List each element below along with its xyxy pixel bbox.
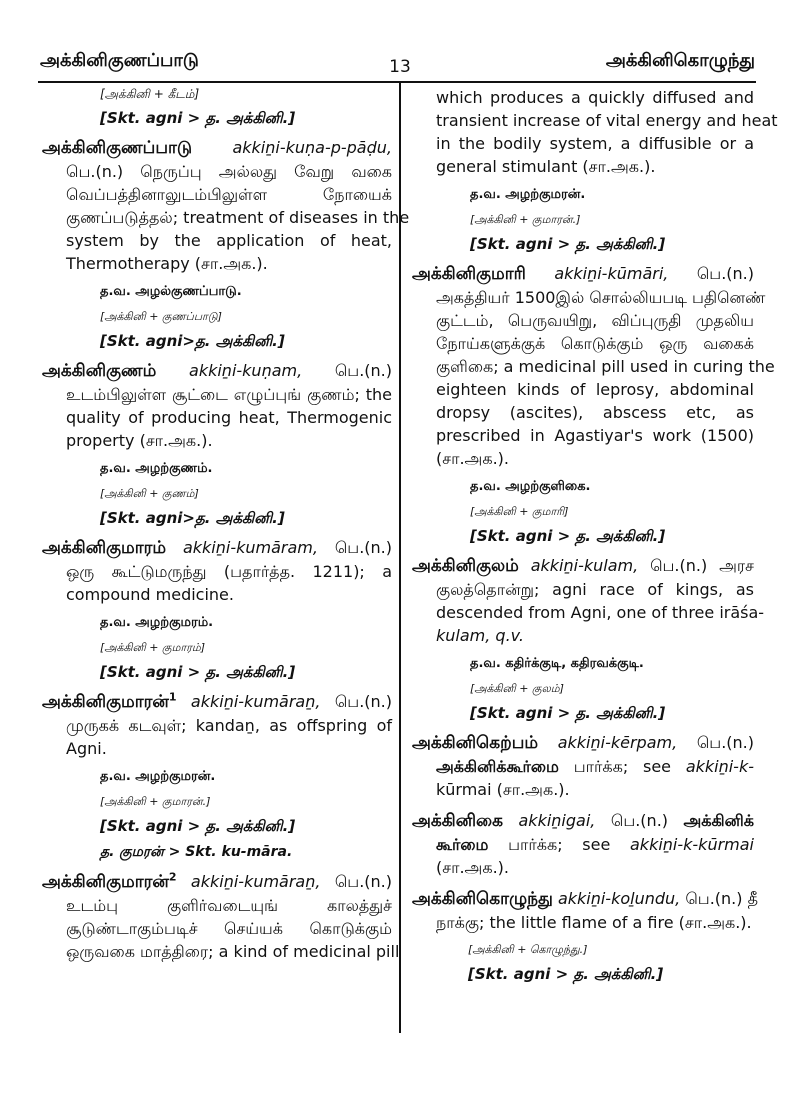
definition-line: (சா.அக.).	[436, 858, 509, 877]
transliteration: akkiṉi-kumāraṉ,	[190, 692, 321, 711]
definition-line: ஒரு கூட்டுமருந்து (பதார்த்த. 1211); a	[66, 562, 392, 581]
definition-line: eighteen kinds of leprosy, abdominal	[436, 380, 754, 399]
definition-line: kulam, q.v.	[436, 626, 524, 645]
right-column	[412, 86, 778, 984]
part-of-speech: பெ.(n.)	[334, 361, 392, 380]
part-of-speech: பெ.(n.) தீ	[685, 889, 759, 908]
entry-akkini-kunam	[42, 359, 392, 528]
entry-first-line	[412, 731, 754, 755]
entry-first-line	[412, 887, 759, 911]
etymology-line: [அக்கினி + குமாரன்.]	[100, 795, 211, 808]
transliteration: akkiṉi-kulam,	[530, 556, 639, 575]
entry-first-line	[412, 554, 754, 578]
definition-line: in the bodily system, a diffusible or a	[436, 134, 754, 153]
sanskrit-line: [Skt. agni > த. அக்கினி.]	[470, 704, 666, 722]
see-text: பார்க்க; see	[573, 757, 672, 776]
sanskrit-line: [Skt. agni > த. அக்கினி.]	[468, 965, 664, 983]
etymology-line: [அக்கினி + குலம்]	[470, 682, 564, 695]
headword: அக்கினிகுமாரம்	[42, 538, 167, 558]
headword: அக்கினிகுலம்	[412, 556, 519, 576]
entry-akkini-kozhundu	[412, 887, 759, 984]
definition-line: முருகக் கடவுள்; kandaṉ, as offspring of	[66, 716, 392, 735]
page-number: 13	[389, 57, 411, 77]
definition-line: குளிகை; a medicinal pill used in curing the	[436, 357, 775, 376]
entry-first-line	[42, 870, 392, 894]
transliteration: akkiṉi-kumāram,	[182, 538, 318, 557]
definition-line: dropsy (ascites), abscess etc, as	[436, 403, 754, 422]
transliteration: akkiṉi-kuṇam,	[189, 361, 303, 380]
entry-akkini-kumaram	[42, 536, 392, 682]
see-text: பார்க்க; see	[508, 835, 611, 854]
tamil-word-line: த.வ. அழற்குமரன்.	[470, 187, 586, 202]
entry-akkini-kumari	[412, 262, 775, 546]
sanskrit-line: [Skt. agni > த. அக்கினி.]	[100, 817, 296, 835]
definition-line: general stimulant (சா.அக.).	[436, 157, 656, 176]
entry-akkini-kerpam	[412, 731, 754, 801]
tamil-word-line: த.வ. அழற்குமரன்.	[100, 769, 216, 784]
definition-line: உடம்பு குளிர்வடையுங் காலத்துச்	[66, 896, 392, 915]
entry-continuation	[412, 86, 778, 254]
part-of-speech: பெ.(n.)	[696, 264, 754, 283]
entry-first-line	[42, 136, 392, 160]
derivation-line: த. குமரன் > Skt. ku-māra.	[100, 844, 293, 860]
etymology-line: [அக்கினி + கீடம்]	[100, 87, 200, 101]
definition-line: ஒருவகை மாத்திரை; a kind of medicinal pill	[66, 942, 400, 961]
definition-line: நோய்களுக்குக் கொடுக்கும் ஒரு வகைக்	[436, 334, 754, 353]
cross-reference: அக்கினிக்	[683, 811, 755, 830]
headword: அக்கினிகொழுந்து	[412, 889, 553, 909]
cross-reference: அக்கினிக்கூர்மை	[436, 757, 559, 776]
entry-first-line	[412, 262, 754, 286]
headword: அக்கினிகுமாரன்	[42, 692, 169, 712]
definition-line: compound medicine.	[66, 585, 234, 604]
cross-reference-translit: akkiṉi-k-kūrmai	[630, 835, 754, 854]
part-of-speech: பெ.(n.)	[610, 811, 669, 830]
part-of-speech: பெ.(n.)	[334, 538, 392, 557]
running-head-right: அக்கினிகொழுந்து	[605, 50, 755, 71]
sanskrit-line: [Skt. agni > த. அக்கினி.]	[100, 663, 296, 681]
sanskrit-line: [Skt. agni > த. அக்கினி.]	[470, 527, 666, 545]
header-rule	[38, 81, 756, 83]
transliteration: akkiṉi-koḻundu,	[557, 889, 681, 908]
definition-line: Thermotherapy (சா.அக.).	[66, 254, 268, 273]
definition-line: Agni.	[66, 739, 107, 758]
definition-line: குட்டம், பெருவயிறு, விப்புருதி முதலிய	[436, 311, 754, 330]
part-of-speech: பெ.(n.)	[334, 872, 392, 891]
transliteration: akkiṉi-kumāraṉ,	[190, 872, 321, 891]
cross-reference: கூர்மை	[436, 835, 489, 854]
headword: அக்கினிகுமாரி	[412, 264, 526, 284]
etymology-line: [அக்கினி + குமாரன்.]	[470, 213, 581, 226]
entry-akkini-kunappadu	[42, 136, 410, 351]
etymology-line: [அக்கினி + கொழுந்து.]	[468, 943, 588, 956]
definition-line: (சா.அக.).	[436, 449, 509, 468]
sanskrit-line: [Skt. agni > த. அக்கினி.]	[100, 109, 296, 127]
etymology-line: [அக்கினி + குமாரம்]	[100, 641, 206, 654]
definition-line: வெப்பத்தினாலுடம்பிலுள்ள நோயைக்	[66, 185, 392, 204]
definition-line: kūrmai (சா.அக.).	[436, 780, 570, 799]
definition-line: descended from Agni, one of three irāśa-	[436, 603, 765, 622]
running-head-left: அக்கினிகுணப்பாடு	[40, 50, 199, 71]
cross-reference-translit: akkiṉi-k-	[685, 757, 754, 776]
headword: அக்கினிகுமாரன்	[42, 872, 169, 892]
entry-first-line	[42, 690, 392, 714]
headword: அக்கினிகுணம்	[42, 361, 157, 381]
etymology-line: [அக்கினி + குமாரி]	[470, 505, 569, 518]
etymology-line: [அக்கினி + குணம்]	[100, 487, 199, 500]
definition-line	[412, 755, 754, 778]
definition-line: property (சா.அக.).	[66, 431, 213, 450]
part-of-speech: பெ.(n.)	[696, 733, 754, 752]
tamil-word-line: த.வ. அழல்குணப்பாடு.	[100, 284, 242, 299]
entry-akkini-kumaran-2	[42, 870, 400, 963]
headword: அக்கினிகுணப்பாடு	[42, 138, 193, 158]
part-of-speech: பெ.(n.)	[334, 692, 392, 711]
entry-akkinigai	[412, 809, 754, 879]
entry-akkini-kumaran-1	[42, 690, 392, 862]
definition-line: குணப்படுத்தல்; treatment of diseases in the	[66, 208, 410, 227]
tamil-word-line: த.வ. அழற்குமரம்.	[100, 615, 214, 630]
entry-first-line	[42, 536, 392, 560]
definition-line: உடம்பிலுள்ள சூட்டை எழுப்புங் குணம்; the	[66, 385, 392, 404]
transliteration: akkiṉigai,	[518, 811, 596, 830]
definition-line: சூடுண்டாகும்படிச் செய்யக் கொடுக்கும்	[66, 919, 392, 938]
sanskrit-line: [Skt. agni>த. அக்கினி.]	[100, 332, 285, 350]
definition-line: quality of producing heat, Thermogenic	[66, 408, 392, 427]
definition-line: transient increase of vital energy and heat	[436, 111, 778, 130]
definition-line: நாக்கு; the little flame of a fire (சா.அக.).	[436, 913, 752, 932]
transliteration: akkiṉi-kūmāri,	[554, 264, 669, 283]
tamil-word-line: த.வ. கதிர்க்குடி, கதிரவக்குடி.	[470, 656, 644, 671]
headword: அக்கினிகை	[412, 811, 503, 831]
entry-first-line	[42, 359, 392, 383]
sanskrit-line: [Skt. agni > த. அக்கினி.]	[470, 235, 666, 253]
definition-line: பெ.(n.) நெருப்பு அல்லது வேறு வகை	[66, 162, 392, 181]
entry-first-line	[412, 809, 754, 833]
definition-line: prescribed in Agastiyar's work (1500)	[436, 426, 754, 445]
transliteration: akkiṉi-kuṇa-p-pāḍu,	[232, 138, 392, 157]
left-column	[42, 86, 410, 963]
homonym-number: 1	[168, 690, 177, 704]
etymology-line: [அக்கினி + குணப்பாடு]	[100, 310, 222, 323]
definition-line: which produces a quickly diffused and	[436, 88, 754, 107]
part-of-speech: பெ.(n.) அரச	[650, 556, 754, 575]
headword: அக்கினிகெற்பம்	[412, 733, 539, 753]
definition-line: system by the application of heat,	[66, 231, 392, 250]
tamil-word-line: த.வ. அழற்குளிகை.	[470, 479, 591, 494]
transliteration: akkiṉi-kērpam,	[557, 733, 678, 752]
entry-akkini-kulam	[412, 554, 765, 723]
definition-line	[412, 833, 754, 856]
homonym-number: 2	[168, 870, 177, 884]
definition-line: அகத்தியர் 1500இல் சொல்லியபடி பதினெண்	[436, 288, 766, 307]
sanskrit-line: [Skt. agni>த. அக்கினி.]	[100, 509, 285, 527]
tamil-word-line: த.வ. அழற்குணம்.	[100, 461, 213, 476]
definition-line: குலத்தொன்று; agni race of kings, as	[436, 580, 754, 599]
